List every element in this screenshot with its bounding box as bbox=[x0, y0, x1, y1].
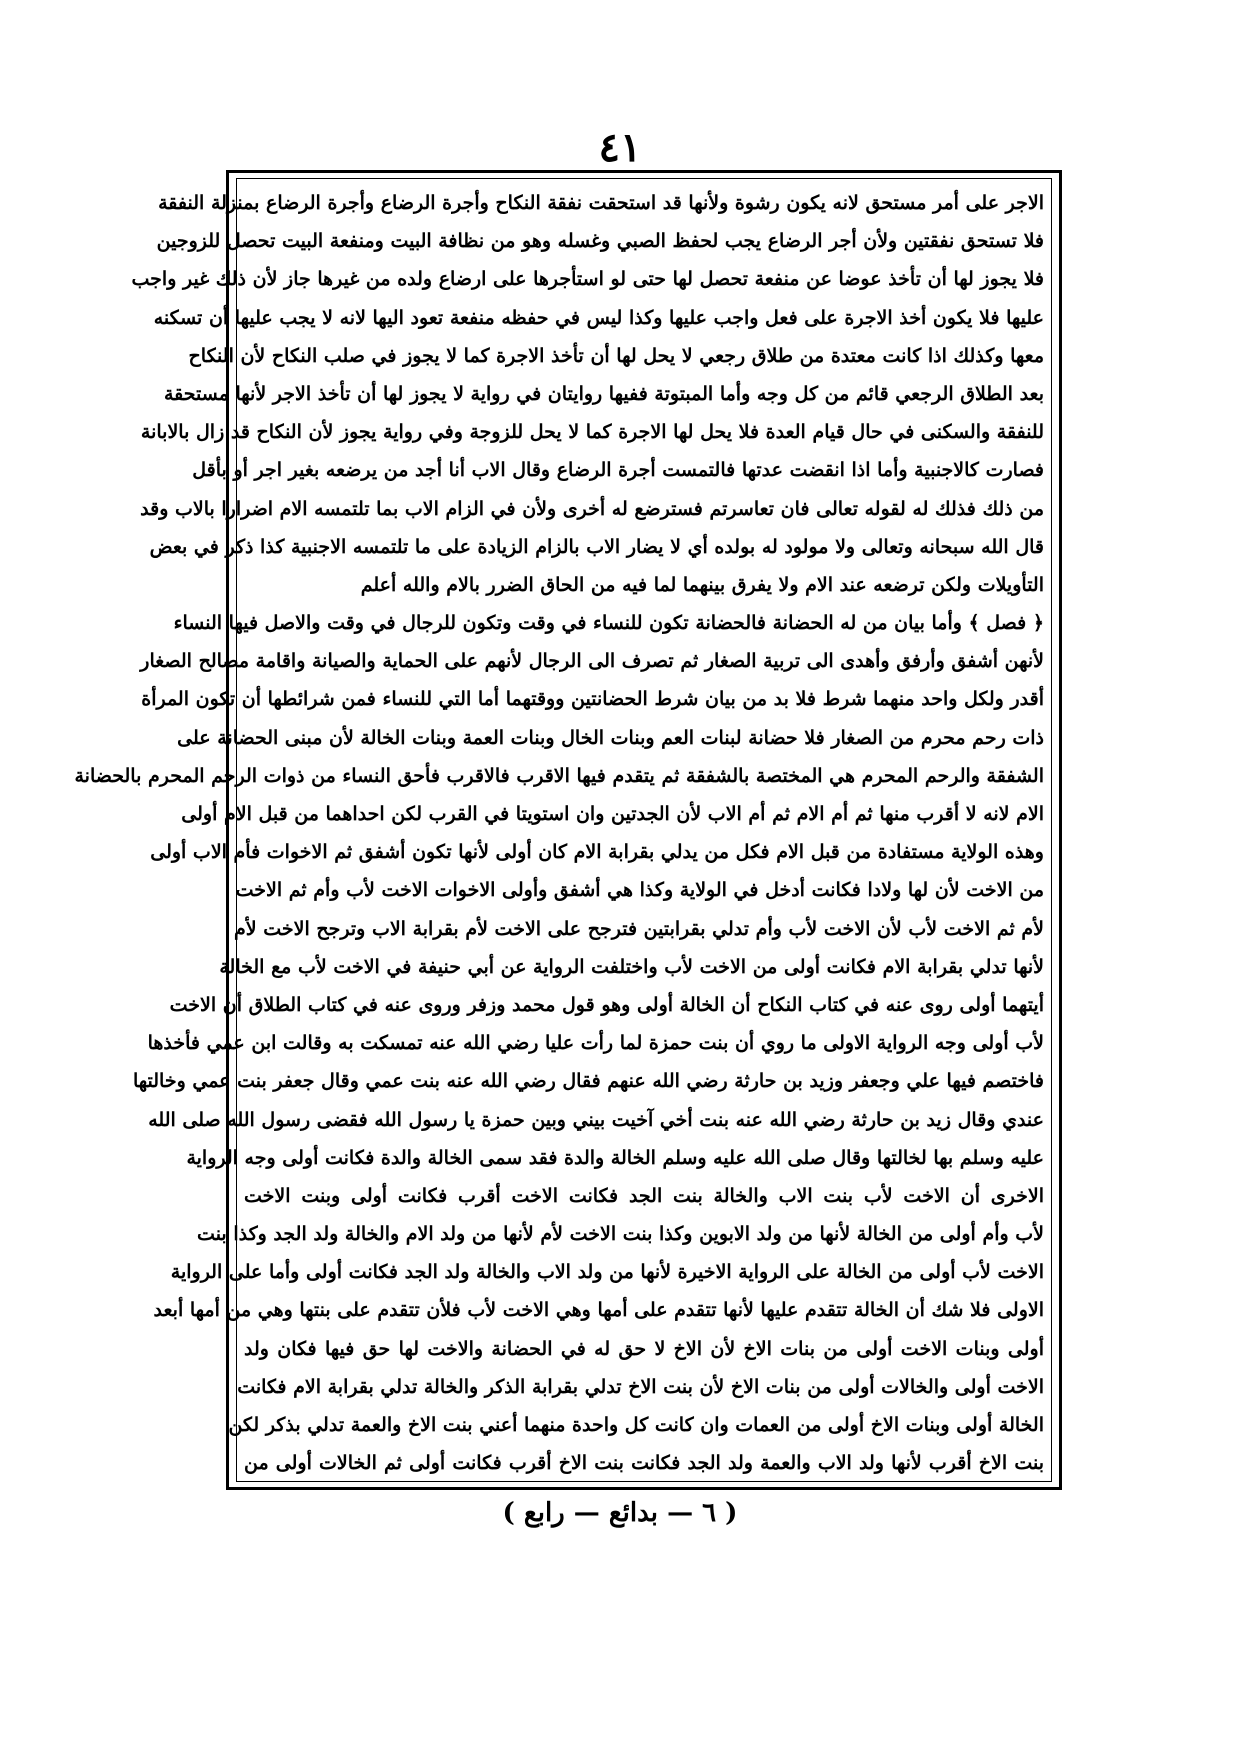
text-line: لأنهن أشفق وأرفق وأهدى الى تربية الصغار ثم تصرف الى الرجال لأنهم على الحماية والصيانة واقامة مصالح الصغار bbox=[140, 650, 1044, 673]
text-line: الام لانه لا أقرب منها ثم أم الام ثم أم الاب لأن الجدتين وان استويتا في القرب لكن احداهما من قبل الام أولى bbox=[181, 803, 1044, 825]
text-line: لأنها تدلي بقرابة الام فكانت أولى من الاخت لأب واختلفت الرواية عن أبي حنيفة في الاخت لأب مع الخالة bbox=[219, 955, 1044, 978]
text-line: من الاخت لأن لها ولادا فكانت أدخل في الولاية وكذا هي أشفق وأولى الاخوات الاخت لأب وأم ثم الاخت bbox=[235, 879, 1044, 902]
text-line: عندي وقال زيد بن حارثة رضي الله عنه بنت أخي آخيت بيني وبين حمزة يا رسول الله فقضى رسول الله صلى الله bbox=[148, 1108, 1044, 1131]
text-line: للنفقة والسكنى في حال قيام العدة فلا يحل لها الاجرة كما لا يحل للزوجة وفي رواية يجوز لأن النكاح قد زال بالابانة bbox=[140, 421, 1044, 444]
section-heading-line: ﴿ فصل ﴾ وأما بيان من له الحضانة فالحضانة تكون للنساء في وقت وتكون للرجال في وقت والاصل فيها النساء bbox=[173, 612, 1044, 635]
text-line: فاختصم فيها علي وجعفر وزيد بن حارثة رضي الله عنهم فقال رضي الله عنه بنت عمي وقال جعفر بنت عمي وخالتها bbox=[132, 1070, 1044, 1093]
page-number: ٤١ bbox=[598, 124, 642, 171]
text-line: الاخت لأب أولى من الخالة على الرواية الاخيرة لأنها من ولد الاب والخالة ولد الجد فكانت أولى وأما على الرواية bbox=[170, 1261, 1044, 1284]
text-line: الخالة أولى وبنات الاخ أولى من العمات وان كانت كل واحدة منهما أعني بنت الاخ والعمة تدلي بذكر لكن bbox=[228, 1414, 1044, 1436]
text-line: ذات رحم محرم من الصغار فلا حضانة لبنات العم وبنات الخال وبنات العمة وبنات الخالة لأن مبنى الحضانة على bbox=[177, 726, 1044, 749]
text-line: فصارت كالاجنبية وأما اذا انقضت عدتها فالتمست أجرة الرضاع وقال الاب أنا أجد من يرضعه بغير اجر أو بأقل bbox=[192, 459, 1044, 482]
text-line: التأويلات ولكن ترضعه عند الام ولا يفرق بينهما لما فيه من الحاق الضرر بالام والله أعلم bbox=[360, 573, 1044, 596]
text-line: لأم ثم الاخت لأب لأن الاخت لأب وأم تدلي بقرابتين فترجح على الاخت لأم بقرابة الاب وترجح الاخت لأم bbox=[234, 917, 1044, 940]
text-line: بعد الطلاق الرجعي قائم من كل وجه وأما المبتوتة ففيها روايتان في رواية لا يجوز لها أن تأخذ الاجر لأنها مستحقة bbox=[163, 382, 1044, 405]
text-line: فلا تستحق نفقتين ولأن أجر الرضاع يجب لحفظ الصبي وغسله وهو من نظافة البيت ومنفعة البيت تحصل للزوجين bbox=[156, 230, 1044, 253]
text-line: عليه وسلم بها لخالتها وقال صلى الله عليه وسلم الخالة والدة فقد سمى الخالة والدة فكانت أولى وجه الرواية bbox=[186, 1146, 1044, 1169]
text-line: فلا يجوز لها أن تأخذ عوضا عن منفعة تحصل لها حتى لو استأجرها على ارضاع ولده من غيرها جاز لأن ذلك غير واجب bbox=[131, 268, 1044, 291]
text-line: أيتهما أولى روى عنه في كتاب النكاح أن الخالة أولى وهو قول محمد وزفر وروى عنه في كتاب الطلاق أن الاخت bbox=[169, 993, 1044, 1016]
text-line: أقدر ولكل واحد منهما شرط فلا بد من بيان شرط الحضانتين ووقتهما أما التي للنساء فمن شرائطها أن تكون المرأة bbox=[141, 688, 1044, 711]
text-line: معها وكذلك اذا كانت معتدة من طلاق رجعي لا يحل لها أن تأخذ الاجرة كما لا يجوز في صلب النكاح لأن النكاح bbox=[188, 344, 1044, 367]
text-line: قال الله سبحانه وتعالى ولا مولود له بولده أي لا يضار الاب بالزام الزيادة على ما تلتمسه الاجنبية كذا ذكر في بعض bbox=[149, 535, 1044, 558]
text-line: لأب وأم أولى من الخالة لأنها من ولد الابوين وكذا بنت الاخت لأم لأنها من ولد الام والخالة ولد الجد وكذا بنت bbox=[197, 1223, 1044, 1246]
text-line: من ذلك فذلك له لقوله تعالى فان تعاسرتم فسترضع له أخرى ولأن في الزام الاب بما تلتمسه الام اضرارا بالاب وقد bbox=[140, 497, 1044, 520]
text-line: الشفقة والرحم المحرم هي المختصة بالشفقة ثم يتقدم فيها الاقرب فالاقرب فأحق النساء من ذوات الرحم المحرم بالحضانة bbox=[74, 764, 1044, 787]
text-body bbox=[74, 184, 1044, 1476]
text-line: وهذه الولاية مستفادة من قبل الام فكل من يدلي بقرابة الام كان أولى لأنها تكون أشفق ثم الاخوات فأم الاب أولى bbox=[150, 841, 1044, 864]
text-line: بنت الاخ أقرب لأنها ولد الاب والعمة ولد الجد فكانت بنت الاخ أقرب فكانت أولى ثم الخالات أولى من bbox=[244, 1452, 1044, 1475]
text-line: عليها فلا يكون أخذ الاجرة على فعل واجب عليها وكذا ليس في حفظه منفعة تعود اليها لانه لا يجب عليها أن تسكنه bbox=[153, 306, 1044, 329]
text-line: لأب أولى وجه الرواية الاولى ما روي أن بنت حمزة لما رأت عليا رضي الله عنه تمسكت به وقالت ابن عمي فأخذها bbox=[147, 1032, 1044, 1055]
signature-footer: ( ٦ — بدائع — رابع ) bbox=[502, 1498, 738, 1528]
text-line: الاجر على أمر مستحق لانه يكون رشوة ولأنها قد استحقت نفقة النكاح وأجرة الرضاع وأجرة الرضاع بمنزلة النفقة bbox=[158, 192, 1044, 214]
text-line: الاخرى أن الاخت لأب بنت الاب والخالة بنت الجد فكانت الاخت أقرب فكانت أولى وبنت الاخت bbox=[244, 1184, 1044, 1207]
text-line: أولى وبنات الاخت أولى من بنات الاخ لأن الاخ لا حق له في الحضانة والاخت لها حق فيها فكان ولد bbox=[244, 1337, 1044, 1360]
text-line: الاخت أولى والخالات أولى من بنات الاخ لأن بنت الاخ تدلي بقرابة الذكر والخالة تدلي بقرابة الام فكانت bbox=[237, 1375, 1044, 1398]
text-line: الاولى فلا شك أن الخالة تتقدم عليها لأنها تتقدم على أمها وهي الاخت لأب فلأن تتقدم على بنتها وهي من أمها أبعد bbox=[153, 1299, 1044, 1322]
